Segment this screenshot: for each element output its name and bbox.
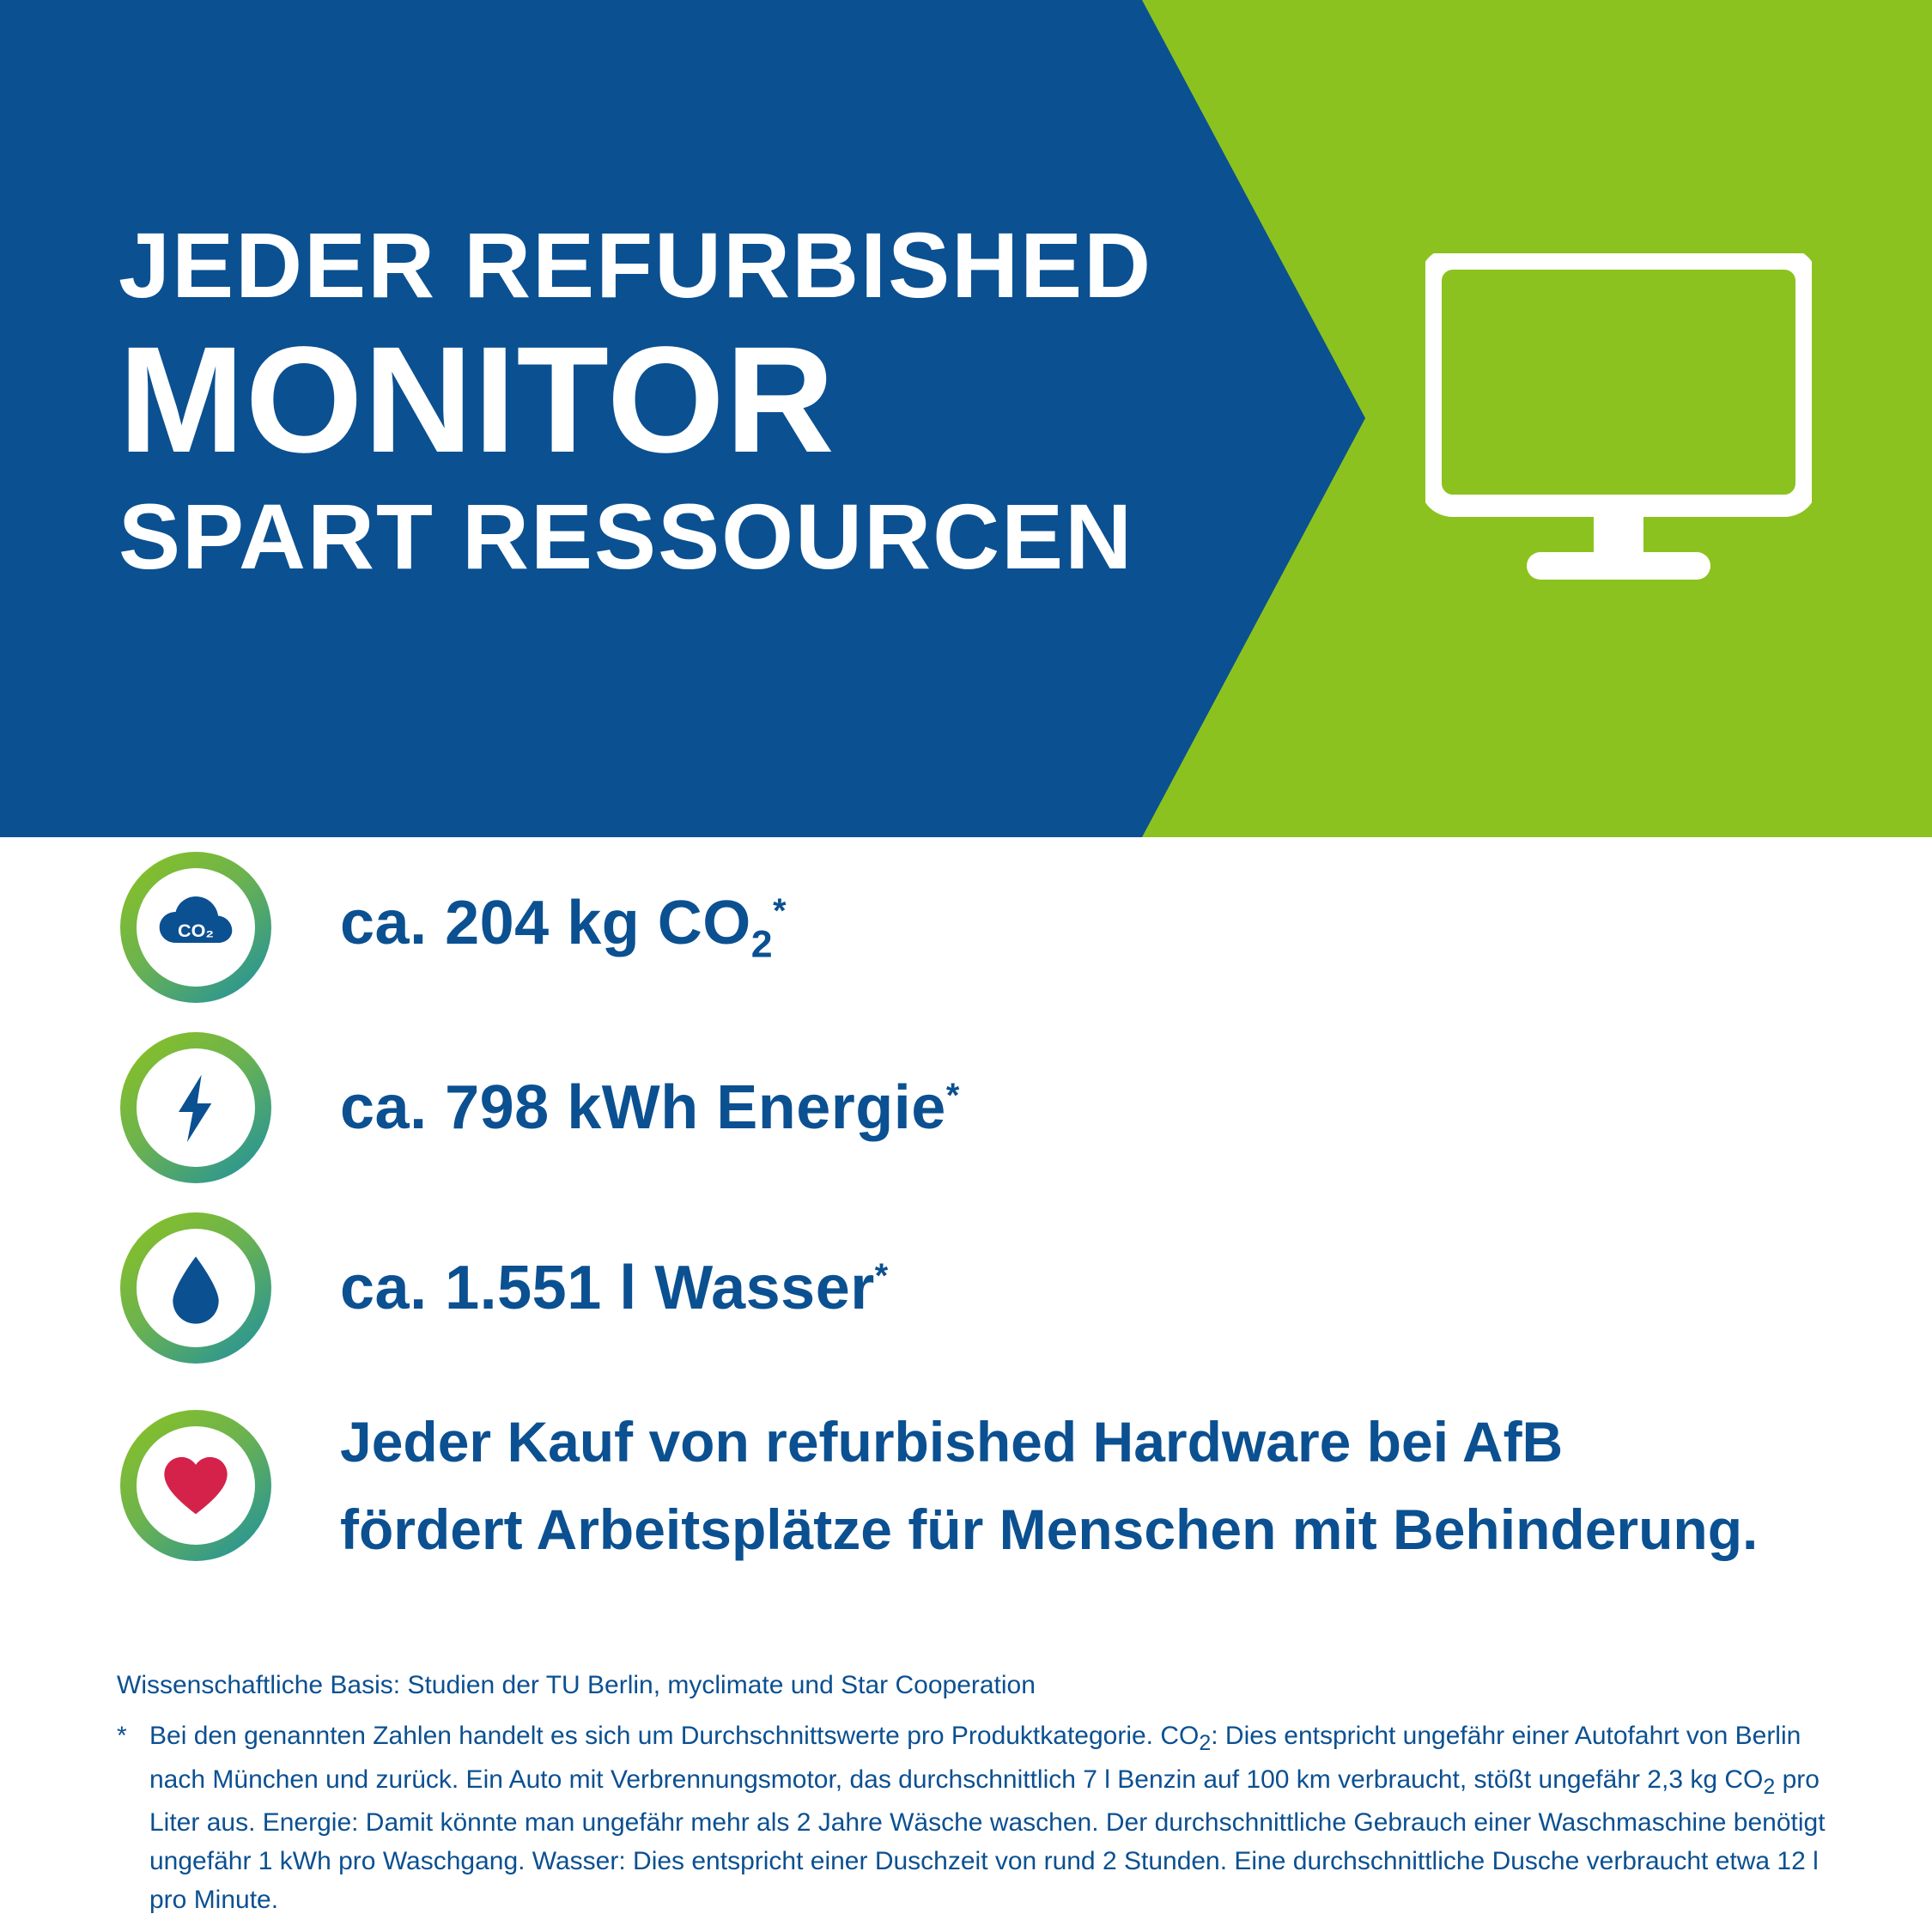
header-title-block (118, 213, 1153, 589)
stat-row-highlight (0, 1378, 1932, 1593)
stat-star-co2: * (773, 892, 787, 931)
highlight-line-1: Jeder Kauf von refurbished Hardware bei AfB (340, 1409, 1564, 1473)
footnotes-block (117, 1666, 1826, 1919)
stat-sub-co2: 2 (750, 923, 774, 966)
stat-star-water: * (874, 1257, 889, 1295)
stat-label-co2 (340, 888, 787, 966)
co2-cloud-icon (149, 881, 242, 974)
badge-energy (120, 1032, 271, 1183)
footnote-body (149, 1716, 1826, 1919)
footnote-star-marker: * (117, 1722, 127, 1750)
footnote-part-3: pro Liter aus. Energie: Damit könnte man ungefähr mehr als 2 Jahre Wäsche waschen. Der durchschnittliche Gebrauch einer Waschmaschine benötigt ungefähr 1 kWh pro Waschgang. Wasser: Dies entspricht einer Duschzeit von rund 2 Stunden. Eine durchschnittliche Dusche verbraucht etwa 12 l pro Minute. (149, 1765, 1826, 1914)
header-line-1: JEDER REFURBISHED (118, 213, 1153, 317)
stat-text-energy: ca. 798 kWh Energie (340, 1073, 946, 1142)
highlight-line-2: fördert Arbeitsplätze für Menschen mit Behinderung. (340, 1498, 1759, 1561)
svg-text:CO₂: CO₂ (178, 919, 214, 941)
stat-row-water (0, 1198, 1932, 1378)
stat-star-energy: * (945, 1077, 960, 1115)
badge-highlight (120, 1410, 271, 1561)
highlight-text (340, 1398, 1758, 1574)
footnote-star-row (117, 1716, 1826, 1919)
header-banner (0, 0, 1932, 837)
footnote-basis: Wissenschaftliche Basis: Studien der TU Berlin, myclimate und Star Cooperation (117, 1671, 1036, 1699)
footnote-sub-2: 2 (1763, 1774, 1776, 1799)
stats-list (0, 837, 1932, 1593)
monitor-icon (1425, 253, 1812, 588)
badge-inner (137, 868, 255, 987)
badge-water (120, 1212, 271, 1364)
header-line-3: SPART RESSOURCEN (118, 484, 1134, 589)
footnote-part-2: : Dies entspricht ungefähr einer Autofahrt von Berlin nach München und zurück. Ein Auto mit Verbrennungsmotor, das durchschnittlich 7 l Benzin auf 100 km verbraucht, stößt ungefähr 2,3 kg CO (149, 1722, 1801, 1794)
stat-text-co2: ca. 204 kg CO (340, 889, 751, 958)
stat-label-water (340, 1253, 889, 1323)
stat-text-water: ca. 1.551 l Wasser (340, 1254, 875, 1322)
badge-inner (137, 1048, 255, 1167)
badge-inner (137, 1426, 255, 1545)
header-line-2: MONITOR (118, 316, 835, 484)
stat-row-co2 (0, 837, 1932, 1018)
heart-icon (153, 1443, 239, 1528)
lightning-bolt-icon (153, 1065, 239, 1151)
badge-co2 (120, 852, 271, 1003)
badge-inner (137, 1229, 255, 1347)
water-drop-icon (153, 1245, 239, 1331)
footnote-sub-1: 2 (1199, 1731, 1212, 1755)
stat-row-energy (0, 1018, 1932, 1198)
footnote-part-1: Bei den genannten Zahlen handelt es sich um Durchschnittswerte pro Produktkategorie. CO (149, 1722, 1200, 1750)
stat-label-energy (340, 1072, 960, 1143)
